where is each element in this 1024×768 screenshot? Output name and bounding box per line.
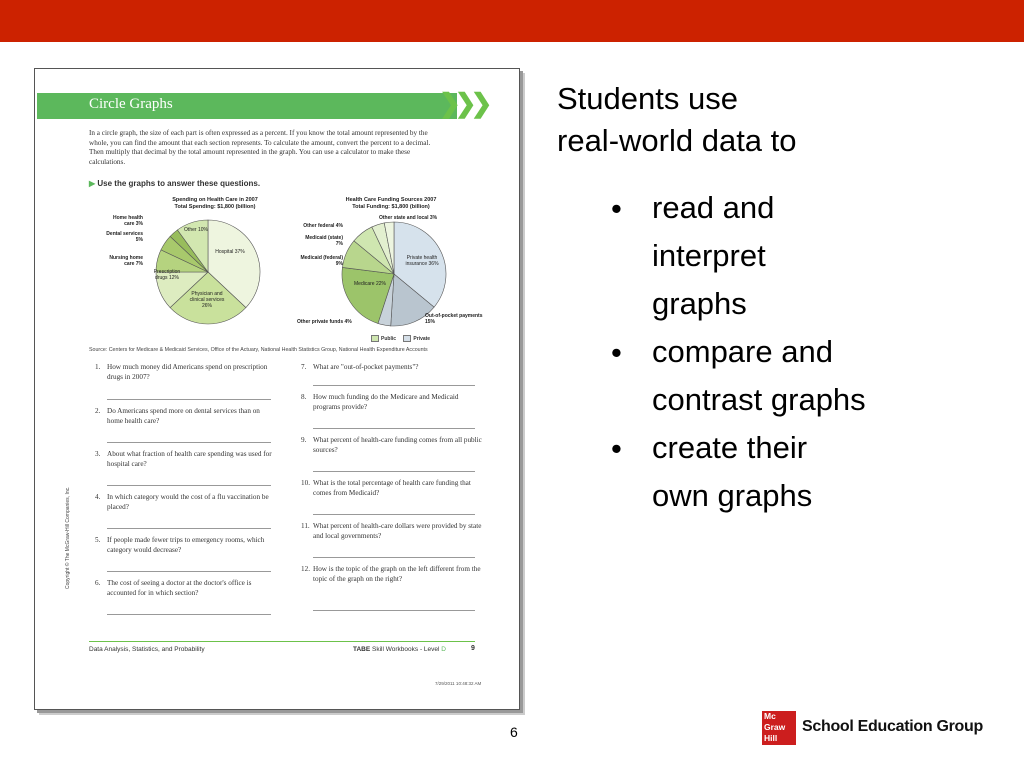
question-1: 1. How much money did Americans spend on prescription drugs in 2007? (95, 363, 268, 381)
chart1-subtitle: Total Spending: $1,800 (billion) (174, 204, 256, 210)
answer-line-1[interactable] (107, 399, 271, 400)
chart2-title: Health Care Funding Sources 2007 (345, 197, 437, 203)
label-other: Other 10% (184, 227, 208, 233)
legend-private: Private (413, 335, 431, 342)
answer-line-9[interactable] (313, 471, 475, 472)
worksheet-page-number: 9 (471, 645, 475, 652)
label-other-federal: Other federal 4% (303, 223, 343, 229)
bullet-item-compare: • compare and contrast graphs (611, 328, 932, 424)
question-8: 8. How much funding do the Medicare and Medicaid programs provide? (301, 393, 459, 411)
worksheet-footer-left: Data Analysis, Statistics, and Probability (89, 646, 205, 653)
chart1-title-block (155, 197, 275, 211)
legend-public: Public (381, 335, 397, 342)
label-medicaid-federal: Medicaid (federal) 9% (300, 255, 343, 267)
legend-public-swatch (371, 335, 379, 342)
question-12: 12. How is the topic of the graph on the left different from the topic of the graph on the right? (301, 565, 481, 583)
chart2-legend (365, 335, 430, 342)
answer-line-10[interactable] (313, 514, 475, 515)
chart2-title-block (331, 197, 451, 211)
answer-line-3[interactable] (107, 485, 271, 486)
source-note: Source: Centers for Medicare & Medicaid Services, Office of the Actuary, National Health Statistics Group, National Health Expenditure Accounts (89, 347, 428, 353)
answer-line-2[interactable] (107, 442, 271, 443)
legend-private-swatch (403, 335, 411, 342)
worksheet-timestamp: 7/29/2011 10:48:32 AM (435, 681, 482, 686)
question-11: 11. What percent of health-care dollars were provided by state and local governments? (301, 522, 482, 540)
logo-box: Mc Graw Hill (762, 711, 796, 745)
heading-line-1: Students use (557, 81, 738, 116)
label-prescription: Prescription drugs 12% (153, 269, 181, 281)
worksheet-footer-rule (89, 641, 475, 642)
label-other-state-local: Other state and local 3% (379, 215, 438, 221)
question-4: 4. In which category would the cost of a flu vaccination be placed? (95, 493, 269, 511)
question-9: 9. What percent of health-care funding comes from all public sources? (301, 436, 482, 454)
question-6: 6. The cost of seeing a doctor at the doctor's office is accounted for in which section? (95, 579, 252, 597)
slide-page-number: 6 (510, 724, 518, 740)
answer-line-11[interactable] (313, 557, 475, 558)
heading-line-2: real-world data to (557, 123, 797, 158)
label-medicaid-state: Medicaid (state) 7% (305, 235, 343, 247)
bullet-item-read: • read and interpret graphs (611, 184, 932, 328)
worksheet-instruction (89, 179, 260, 188)
chevron-decoration-icon: ❯❯❯ (439, 88, 487, 118)
label-medicare: Medicare 22% (354, 281, 386, 287)
answer-line-5[interactable] (107, 571, 271, 572)
answer-line-4[interactable] (107, 528, 271, 529)
bullet-list (611, 184, 932, 520)
chart2-subtitle: Total Funding: $1,800 (billion) (352, 204, 430, 210)
bullet-item-create: • create their own graphs (611, 424, 932, 520)
bullet-icon: • (611, 191, 622, 226)
question-10: 10. What is the total percentage of health care funding that comes from Medicaid? (301, 479, 471, 497)
logo-text: School Education Group (802, 718, 983, 735)
worksheet-intro: In a circle graph, the size of each part is often expressed as a percent. If you know the total amount represented by the whole, you can find the amount that each section represents. To calculate the amount, convert the percent to a decimal. Then multiply that decimal by the total amount represented in the graph. You can use a calculator to make these calculations. (89, 129, 431, 166)
slide-heading (557, 78, 797, 162)
label-home-health: Home health care 3% (112, 215, 143, 227)
label-other-private: Other private funds 4% (297, 319, 352, 325)
worksheet-title: Circle Graphs (89, 96, 173, 112)
question-7: 7. What are "out-of-pocket payments"? (301, 363, 419, 371)
question-5: 5. If people made fewer trips to emergency rooms, which category would decrease? (95, 536, 265, 554)
bullet-icon: • (611, 431, 622, 466)
question-3: 3. About what fraction of health care spending was used for hospital care? (95, 450, 272, 468)
label-out-of-pocket: Out-of-pocket payments 15% (425, 313, 483, 325)
label-private-insurance: Private health insurance 36% (405, 255, 439, 267)
answer-line-7[interactable] (313, 385, 475, 386)
answer-line-12[interactable] (313, 610, 475, 611)
label-dental: Dental services 5% (106, 231, 143, 243)
label-physician: Physician and clinical services 26% (189, 291, 225, 309)
triangle-icon: ▶ (89, 179, 96, 188)
top-accent-bar (0, 0, 1024, 42)
answer-line-8[interactable] (313, 428, 475, 429)
label-hospital: Hospital 37% (215, 249, 245, 255)
instruction-text: Use the graphs to answer these questions. (97, 179, 261, 188)
label-nursing-home: Nursing home care 7% (109, 255, 143, 267)
answer-line-6[interactable] (107, 614, 271, 615)
chart1-title: Spending on Health Care in 2007 (172, 197, 258, 203)
worksheet-footer-right: TABE Skill Workbooks - Level D (353, 646, 446, 653)
worksheet-image (34, 68, 520, 710)
worksheet-copyright: Copyright © The McGraw-Hill Companies, Inc. (65, 486, 71, 589)
question-2: 2. Do Americans spend more on dental services than on home health care? (95, 407, 260, 425)
bullet-icon: • (611, 335, 622, 370)
